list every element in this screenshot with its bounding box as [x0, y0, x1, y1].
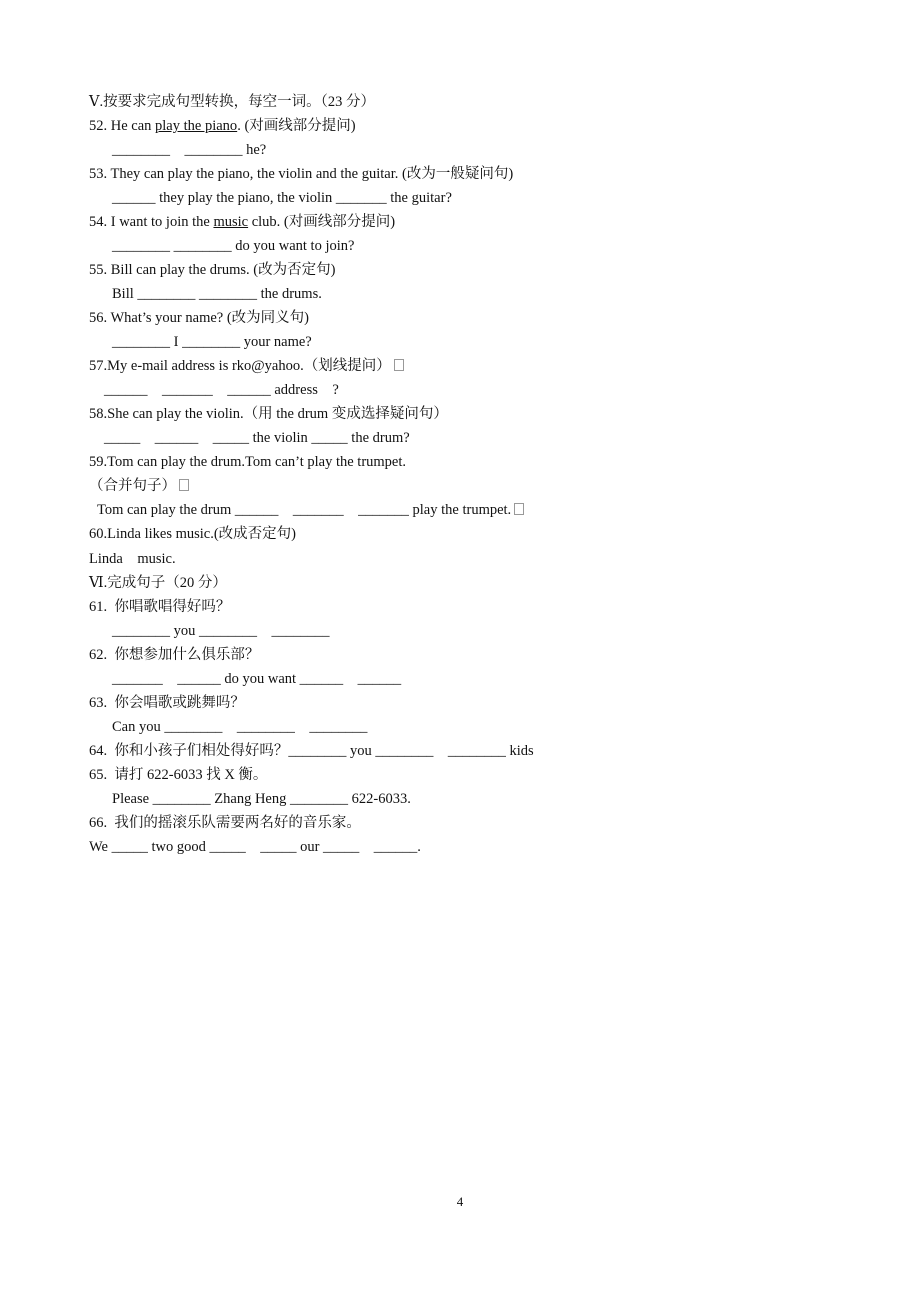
q57-text	[89, 357, 404, 375]
section6-title: Ⅵ.完成句子（20 分）	[89, 575, 227, 591]
q59-note-content: （合并句子）	[89, 478, 176, 494]
q52-underlined: play the piano	[155, 118, 238, 134]
q54-pre: 54. I want to join the	[89, 214, 214, 230]
section5-title: Ⅴ.按要求完成句型转换，每空一词。（23 分）	[89, 94, 375, 110]
q63-text: 63. 你会唱歌或跳舞吗？	[89, 695, 245, 711]
q53-text: 53. They can play the piano, the violin and the guitar. (改为一般疑问句)	[89, 166, 514, 182]
q52-answer: ________ ________ he?	[112, 142, 267, 158]
box-glyph-icon	[394, 359, 404, 371]
q63-answer: Can you ________ ________ ________	[112, 719, 368, 735]
q58-answer: _____ ______ _____ the violin _____ the drum?	[104, 430, 410, 446]
q60-text: 60.Linda likes music.(改成否定句)	[89, 526, 296, 542]
q59-text: 59.Tom can play the drum.Tom can’t play the trumpet.	[89, 454, 407, 470]
q54-underlined: music	[213, 214, 249, 230]
q57-answer: ______ _______ ______ address ?	[104, 382, 339, 398]
q59-note	[89, 477, 189, 495]
q60-answer: Linda music.	[89, 551, 176, 567]
box-glyph-icon	[514, 503, 524, 515]
q59-answer-content: Tom can play the drum ______ _______ _______ play the trumpet.	[97, 502, 512, 518]
q65-text: 65. 请打 622-6033 找 X 衡。	[89, 767, 268, 783]
q66-text: 66. 我们的摇滚乐队需要两名好的音乐家。	[89, 815, 361, 831]
q62-text: 62. 你想参加什么俱乐部？	[89, 647, 260, 663]
q57-text-content: 57.My e-mail address is rko@yahoo.（划线提问）	[89, 358, 391, 374]
q54-text	[89, 213, 395, 231]
q53-answer: ______ they play the piano, the violin _______ the guitar?	[112, 190, 452, 206]
q59-answer	[97, 501, 524, 519]
q52-pre: 52. He can	[89, 118, 156, 134]
box-glyph-icon	[179, 479, 189, 491]
q54-post: club. (对画线部分提问)	[248, 214, 396, 230]
q64-text: 64. 你和小孩子们相处得好吗？________ you ________ ________ kids	[89, 743, 534, 759]
q65-answer: Please ________ Zhang Heng ________ 622-6033.	[112, 791, 411, 807]
q56-text: 56. What’s your name? (改为同义句)	[89, 310, 310, 326]
q66-answer: We _____ two good _____ _____ our _____ ______.	[89, 839, 421, 855]
q55-text: 55. Bill can play the drums. (改为否定句)	[89, 262, 336, 278]
q55-answer: Bill ________ ________ the drums.	[112, 286, 322, 302]
page-number: 4	[456, 1194, 464, 1209]
q61-text: 61. 你唱歌唱得好吗？	[89, 599, 231, 615]
q52-post: . (对画线部分提问)	[237, 118, 356, 134]
q54-answer: ________ ________ do you want to join?	[112, 238, 355, 254]
q56-answer: ________ I ________ your name?	[112, 334, 312, 350]
q61-answer: ________ you ________ ________	[112, 623, 330, 639]
q62-answer: _______ ______ do you want ______ ______	[112, 671, 402, 687]
q52-text	[89, 117, 356, 135]
q58-text: 58.She can play the violin.（用 the drum 变成选择疑问句）	[89, 406, 448, 422]
